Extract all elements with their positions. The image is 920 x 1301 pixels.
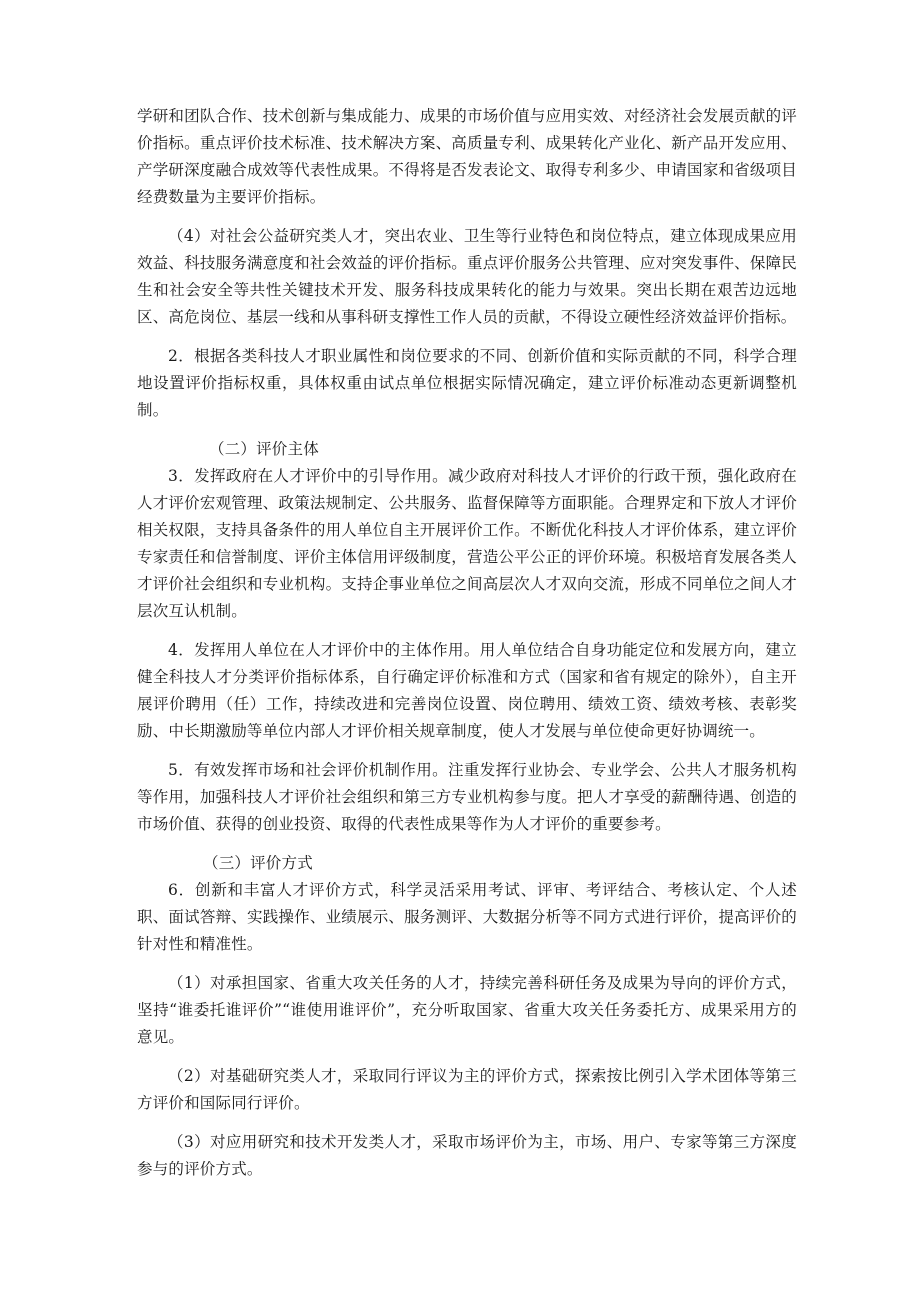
paragraph-item-5-market: 5．有效发挥市场和社会评价机制作用。注重发挥行业协会、专业学会、公共人才服务机构等作用，加强科技人才评价社会组织和第三方专业机构参与度。把人才享受的薪酬待遇、创造的市场价值、获得的创业投资、取得的代表性成果等作为人才评价的重要参考。 (137, 761, 797, 833)
paragraph-applied-research-talent: （3）对应用研究和技术开发类人才，采取市场评价为主，市场、用户、专家等第三方深度参与的评价方式。 (137, 1133, 797, 1178)
paragraph-item-4-employer: 4．发挥用人单位在人才评价中的主体作用。用人单位结合自身功能定位和发展方向，建立健全科技人才分类评价指标体系，自行确定评价标准和方式（国家和省有规定的除外），自主开展评价聘用（任）工作，持续改进和完善岗位设置、岗位聘用、绩效工资、绩效考核、表彰奖励、中长期激励等单位内部人才评价相关规章制度，使人才发展与单位使命更好协调统一。 (137, 641, 797, 740)
paragraph-item-2-weights: 2．根据各类科技人才职业属性和岗位要求的不同、创新价值和实际贡献的不同，科学合理地设置评价指标权重，具体权重由试点单位根据实际情况确定，建立评价标准动态更新调整机制。 (137, 347, 797, 419)
section-heading-evaluation-subject: （二）评价主体 (209, 440, 319, 458)
paragraph-basic-research-talent: （2）对基础研究类人才，采取同行评议为主的评价方式，探索按比例引入学术团体等第三方评价和国际同行评价。 (137, 1067, 797, 1112)
document-page (137, 103, 797, 1195)
paragraph-item-3-government: 3．发挥政府在人才评价中的引导作用。减少政府对科技人才评价的行政干预，强化政府在人才评价宏观管理、政策法规制定、公共服务、监督保障等方面职能。合理界定和下放人才评价相关权限，支持具备条件的用人单位自主开展评价工作。不断优化科技人才评价体系，建立评价专家责任和信誉制度、评价主体信用评级制度，营造公平公正的评价环境。积极培育发展各类人才评价社会组织和专业机构。支持企事业单位之间高层次人才双向交流，形成不同单位之间人才层次互认机制。 (137, 467, 797, 620)
section-heading-evaluation-method: （三）评价方式 (203, 854, 313, 872)
paragraph-indicators-continued: 学研和团队合作、技术创新与集成能力、成果的市场价值与应用实效、对经济社会发展贡献的评价指标。重点评价技术标准、技术解决方案、高质量专利、成果转化产业化、新产品开发应用、产学研深度融合成效等代表性成果。不得将是否发表论文、取得专利多少、申请国家和省级项目经费数量为主要评价指标。 (137, 107, 797, 206)
paragraph-item-6-methods: 6．创新和丰富人才评价方式，科学灵活采用考试、评审、考评结合、考核认定、个人述职、面试答辩、实践操作、业绩展示、服务测评、大数据分析等不同方式进行评价，提高评价的针对性和精准性。 (137, 881, 797, 953)
paragraph-public-welfare-talent: （4）对社会公益研究类人才，突出农业、卫生等行业特色和岗位特点，建立体现成果应用效益、科技服务满意度和社会效益的评价指标。重点评价服务公共管理、应对突发事件、保障民生和社会安全等共性关键技术开发、服务科技成果转化的能力与效果。突出长期在艰苦边远地区、高危岗位、基层一线和从事科研支撑性工作人员的贡献，不得设立硬性经济效益评价指标。 (137, 227, 797, 326)
paragraph-major-tasks-talent: （1）对承担国家、省重大攻关任务的人才，持续完善科研任务及成果为导向的评价方式，坚持“谁委托谁评价”“谁使用谁评价”，充分听取国家、省重大攻关任务委托方、成果采用方的意见。 (137, 974, 797, 1046)
